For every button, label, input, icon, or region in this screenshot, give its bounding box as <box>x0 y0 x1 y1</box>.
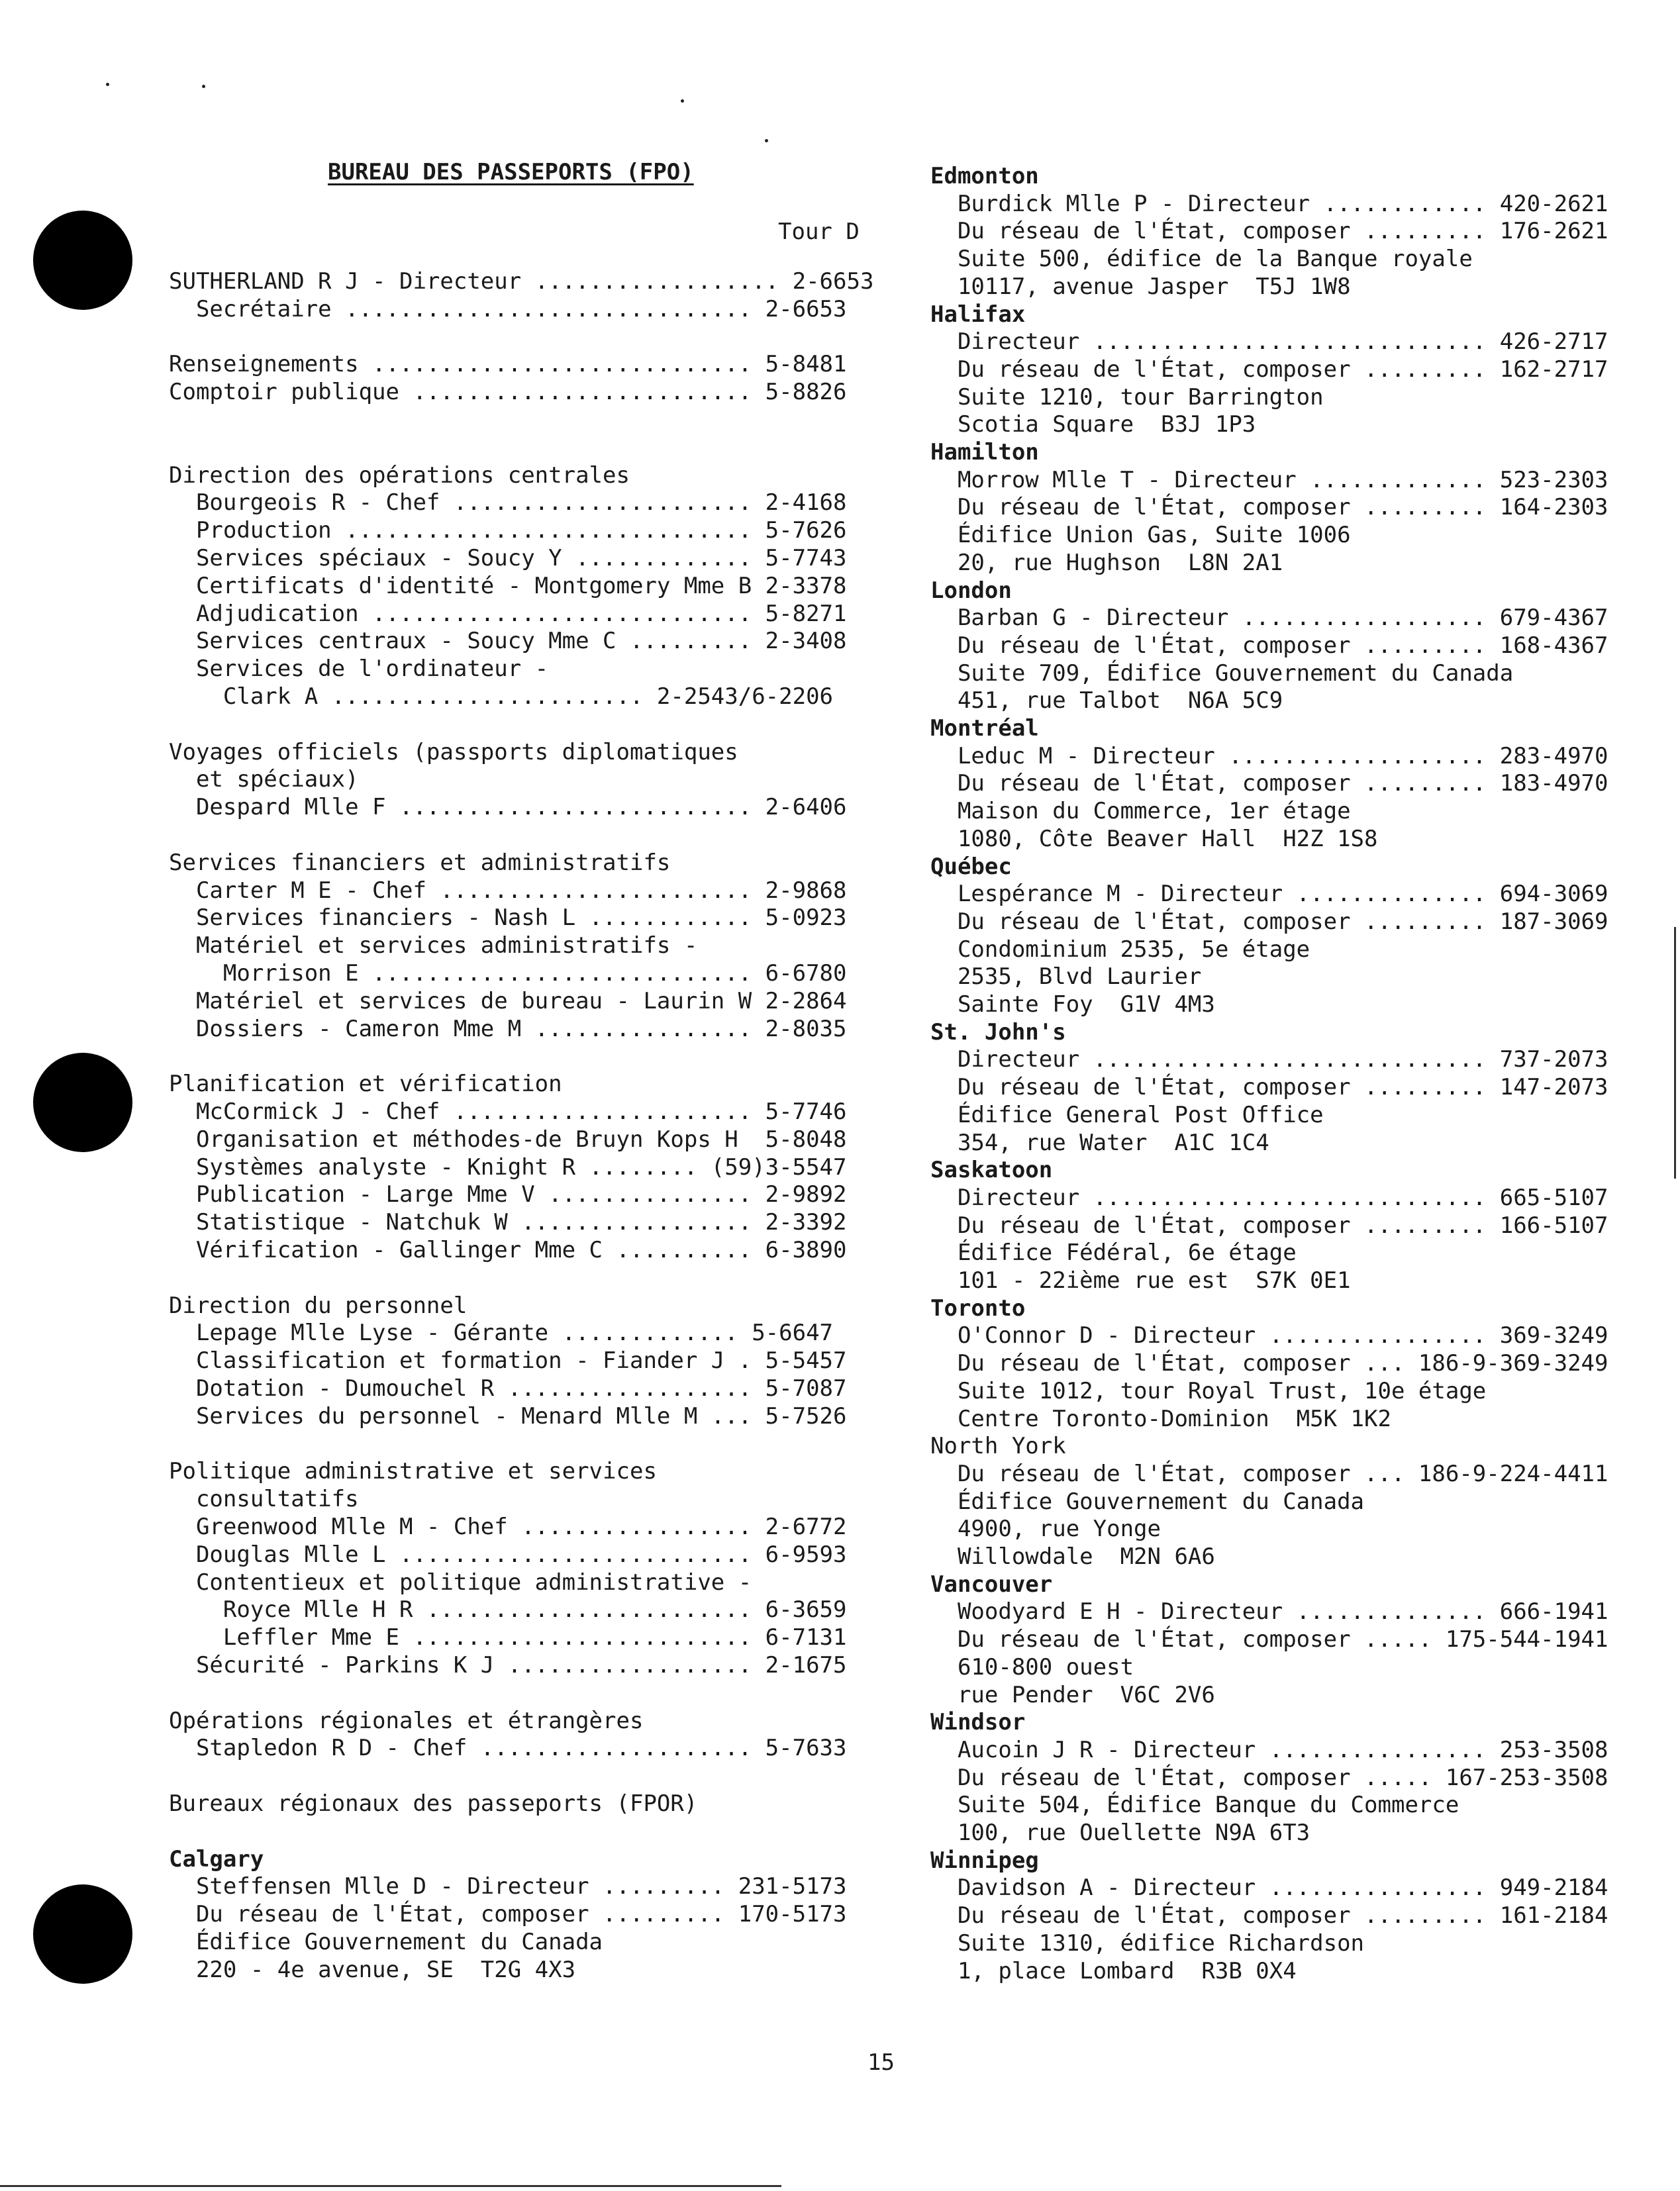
directory-entry: 610-800 ouest <box>930 1653 1134 1680</box>
directory-entry: Douglas Mlle L .......................... 6-9593 <box>169 1541 847 1568</box>
directory-entry: et spéciaux) <box>169 766 359 793</box>
directory-entry: 10117, avenue Jasper T5J 1W8 <box>930 273 1351 300</box>
punch-hole-middle <box>33 1053 132 1152</box>
directory-entry: Du réseau de l'État, composer ......... 187-3069 <box>930 908 1608 935</box>
directory-entry: Dossiers - Cameron Mme M ................ 2-8035 <box>169 1015 847 1042</box>
city-heading: Calgary <box>169 1845 264 1873</box>
city-heading: St. John's <box>930 1018 1066 1046</box>
directory-entry: Davidson A - Directeur ................ 949-2184 <box>930 1875 1608 1902</box>
directory-entry: Bureaux régionaux des passeports (FPOR) <box>169 1790 698 1817</box>
directory-entry: Politique administrative et services <box>169 1458 657 1485</box>
directory-entry: Édifice Gouvernement du Canada <box>930 1488 1365 1515</box>
directory-entry: Comptoir publique ......................... 5-8826 <box>169 379 847 406</box>
building-label: Tour D <box>778 219 860 245</box>
directory-entry: Adjudication ............................ 5-8271 <box>169 600 847 627</box>
directory-entry: Scotia Square B3J 1P3 <box>930 411 1256 438</box>
directory-entry: Suite 1012, tour Royal Trust, 10e étage <box>930 1377 1487 1404</box>
directory-entry: Services centraux - Soucy Mme C ......... 2-3408 <box>169 628 847 655</box>
directory-entry: Woodyard E H - Directeur .............. 666-1941 <box>930 1598 1608 1626</box>
directory-entry: Direction des opérations centrales <box>169 462 630 489</box>
city-heading: Vancouver <box>930 1571 1053 1598</box>
directory-entry: SUTHERLAND R J - Directeur .................. 2-6653 <box>169 268 874 295</box>
directory-entry: Directeur ............................. 737-2073 <box>930 1046 1608 1073</box>
directory-entry: Directeur ............................. 426-2717 <box>930 328 1608 356</box>
directory-entry: Du réseau de l'État, composer ..... 167-253-3508 <box>930 1764 1608 1791</box>
directory-entry: Stapledon R D - Chef .................... 5-7633 <box>169 1735 847 1762</box>
directory-entry: Du réseau de l'État, composer ......... 162-2717 <box>930 356 1608 383</box>
directory-entry: Maison du Commerce, 1er étage <box>930 798 1351 825</box>
directory-entry: Du réseau de l'État, composer ......... 166-5107 <box>930 1212 1608 1239</box>
directory-entry: Lepage Mlle Lyse - Gérante ............. 5-6647 <box>169 1320 834 1347</box>
directory-entry: Systèmes analyste - Knight R ........ (59)3-5547 <box>169 1153 847 1181</box>
directory-entry: 101 - 22ième rue est S7K 0E1 <box>930 1267 1351 1294</box>
punch-hole-bottom <box>33 1884 132 1984</box>
directory-entry: 1080, Côte Beaver Hall H2Z 1S8 <box>930 825 1378 852</box>
directory-entry: Du réseau de l'État, composer ......... 170-5173 <box>169 1901 847 1928</box>
directory-entry: Services financiers et administratifs <box>169 849 671 876</box>
city-heading: Toronto <box>930 1294 1026 1322</box>
directory-entry: Publication - Large Mme V ............... 2-9892 <box>169 1181 847 1208</box>
directory-entry: Suite 709, Édifice Gouvernement du Canada <box>930 659 1514 687</box>
directory-entry: 100, rue Ouellette N9A 6T3 <box>930 1820 1310 1846</box>
directory-entry: Renseignements ............................ 5-8481 <box>169 351 847 378</box>
directory-entry: Secrétaire .............................. 2-6653 <box>169 295 847 322</box>
directory-entry: Services de l'ordinateur - <box>169 656 549 683</box>
directory-entry: Édifice General Post Office <box>930 1101 1324 1128</box>
directory-entry: Voyages officiels (passports diplomatiques <box>169 738 738 765</box>
directory-entry: Vérification - Gallinger Mme C .......... 6-3890 <box>169 1237 847 1263</box>
directory-entry: Despard Mlle F .......................... 2-6406 <box>169 794 847 821</box>
directory-entry: Willowdale M2N 6A6 <box>930 1543 1215 1570</box>
directory-entry: Matériel et services administratifs - <box>169 932 698 959</box>
city-heading: Saskatoon <box>930 1157 1053 1184</box>
directory-entry: 1, place Lombard R3B 0X4 <box>930 1957 1297 1984</box>
directory-entry: Suite 504, Édifice Banque du Commerce <box>930 1792 1459 1819</box>
directory-entry: North York <box>930 1433 1066 1460</box>
directory-entry: Production .............................. 5-7626 <box>169 517 847 544</box>
city-heading: Montréal <box>930 715 1039 742</box>
directory-entry: Classification et formation - Fiander J . 5-5457 <box>169 1347 847 1375</box>
directory-entry: Services du personnel - Menard Mlle M ... 5-7526 <box>169 1402 847 1430</box>
city-heading: Halifax <box>930 301 1026 328</box>
directory-entry: Services spéciaux - Soucy Y ............. 5-7743 <box>169 545 847 571</box>
directory-entry: Du réseau de l'État, composer ..... 175-544-1941 <box>930 1626 1608 1653</box>
directory-entry: Du réseau de l'État, composer ......... 164-2303 <box>930 494 1608 521</box>
directory-entry: Du réseau de l'État, composer ......... 168-4367 <box>930 632 1608 659</box>
directory-entry: Sécurité - Parkins K J .................. 2-1675 <box>169 1652 847 1679</box>
city-heading: Hamilton <box>930 439 1039 465</box>
directory-entry: Contentieux et politique administrative - <box>169 1569 752 1596</box>
scan-speck <box>202 85 205 88</box>
scan-edge-line <box>1674 927 1676 1179</box>
directory-entry: Leffler Mme E ......................... 6-7131 <box>169 1624 847 1651</box>
directory-entry: Morrison E ............................ 6-6780 <box>169 960 847 987</box>
directory-entry: Condominium 2535, 5e étage <box>930 936 1310 963</box>
directory-entry: Services financiers - Nash L ............ 5-0923 <box>169 904 847 932</box>
directory-entry: Édifice Union Gas, Suite 1006 <box>930 522 1351 549</box>
directory-entry: Bourgeois R - Chef ...................... 2-4168 <box>169 489 847 516</box>
directory-entry: 451, rue Talbot N6A 5C9 <box>930 687 1283 714</box>
city-heading: Edmonton <box>930 163 1039 189</box>
city-heading: Québec <box>930 853 1012 880</box>
directory-entry: Leduc M - Directeur ................... 283-4970 <box>930 742 1608 769</box>
directory-entry: Steffensen Mlle D - Directeur ......... 231-5173 <box>169 1873 847 1900</box>
directory-entry: Certificats d'identité - Montgomery Mme B 2-3378 <box>169 572 847 599</box>
directory-entry: Statistique - Natchuk W ................. 2-3392 <box>169 1209 847 1236</box>
directory-entry: Clark A ....................... 2-2543/6-2206 <box>169 683 834 710</box>
directory-entry: 220 - 4e avenue, SE T2G 4X3 <box>169 1956 576 1983</box>
directory-entry: Aucoin J R - Directeur ................ 253-3508 <box>930 1736 1608 1763</box>
directory-entry: Planification et vérification <box>169 1071 562 1098</box>
page-number: 15 <box>867 2049 895 2076</box>
directory-entry: Centre Toronto-Dominion M5K 1K2 <box>930 1405 1391 1432</box>
directory-entry: Lespérance M - Directeur .............. 694-3069 <box>930 881 1608 908</box>
directory-entry: McCormick J - Chef ...................... 5-7746 <box>169 1098 847 1125</box>
directory-entry: Sainte Foy G1V 4M3 <box>930 991 1215 1018</box>
directory-entry: consultatifs <box>169 1486 359 1513</box>
punch-hole-top <box>33 211 132 310</box>
directory-entry: Du réseau de l'État, composer ......... 183-4970 <box>930 770 1608 797</box>
directory-entry: 354, rue Water A1C 1C4 <box>930 1129 1269 1156</box>
directory-entry: Du réseau de l'État, composer ......... 147-2073 <box>930 1074 1608 1101</box>
directory-entry: Du réseau de l'État, composer ... 186-9-224-4411 <box>930 1460 1608 1487</box>
directory-entry: Opérations régionales et étrangères <box>169 1707 644 1734</box>
directory-entry: Suite 1310, édifice Richardson <box>930 1929 1365 1957</box>
directory-entry: 20, rue Hughson L8N 2A1 <box>930 549 1283 576</box>
directory-entry: O'Connor D - Directeur ................ 369-3249 <box>930 1322 1608 1349</box>
directory-entry: Royce Mlle H R ........................ 6-3659 <box>169 1596 847 1624</box>
directory-entry: Suite 1210, tour Barrington <box>930 383 1324 411</box>
directory-entry: Du réseau de l'État, composer ......... 176-2621 <box>930 218 1608 245</box>
directory-entry: Direction du personnel <box>169 1292 468 1319</box>
scan-edge-line <box>0 2185 781 2187</box>
directory-entry: Barban G - Directeur .................. 679-4367 <box>930 605 1608 632</box>
scan-speck <box>765 139 768 142</box>
directory-entry: Directeur ............................. 665-5107 <box>930 1184 1608 1211</box>
scan-speck <box>106 83 109 86</box>
directory-entry: rue Pender V6C 2V6 <box>930 1681 1215 1708</box>
right-column <box>930 163 1672 2004</box>
directory-entry: Du réseau de l'État, composer ... 186-9-369-3249 <box>930 1350 1608 1377</box>
directory-entry: Burdick Mlle P - Directeur ............ 420-2621 <box>930 190 1608 217</box>
scan-speck <box>681 99 684 103</box>
directory-entry: Carter M E - Chef ....................... 2-9868 <box>169 877 847 904</box>
left-column <box>169 159 874 2000</box>
directory-entry: Édifice Fédéral, 6e étage <box>930 1240 1297 1267</box>
city-heading: Winnipeg <box>930 1847 1039 1874</box>
directory-entry: Du réseau de l'État, composer ......... 161-2184 <box>930 1902 1608 1929</box>
directory-entry: Matériel et services de bureau - Laurin W 2-2864 <box>169 987 847 1014</box>
city-heading: London <box>930 577 1012 604</box>
directory-entry: Édifice Gouvernement du Canada <box>169 1929 603 1955</box>
directory-entry: Dotation - Dumouchel R .................. 5-7087 <box>169 1375 847 1402</box>
directory-entry: Greenwood Mlle M - Chef ................. 2-6772 <box>169 1514 847 1540</box>
directory-entry: Suite 500, édifice de la Banque royale <box>930 246 1473 273</box>
page-title: BUREAU DES PASSEPORTS (FPO) <box>328 159 694 185</box>
directory-entry: Morrow Mlle T - Directeur ............. 523-2303 <box>930 466 1608 493</box>
directory-entry: 2535, Blvd Laurier <box>930 963 1202 991</box>
directory-entry: 4900, rue Yonge <box>930 1516 1161 1543</box>
directory-entry: Organisation et méthodes-de Bruyn Kops H 5-8048 <box>169 1126 847 1153</box>
city-heading: Windsor <box>930 1709 1026 1736</box>
